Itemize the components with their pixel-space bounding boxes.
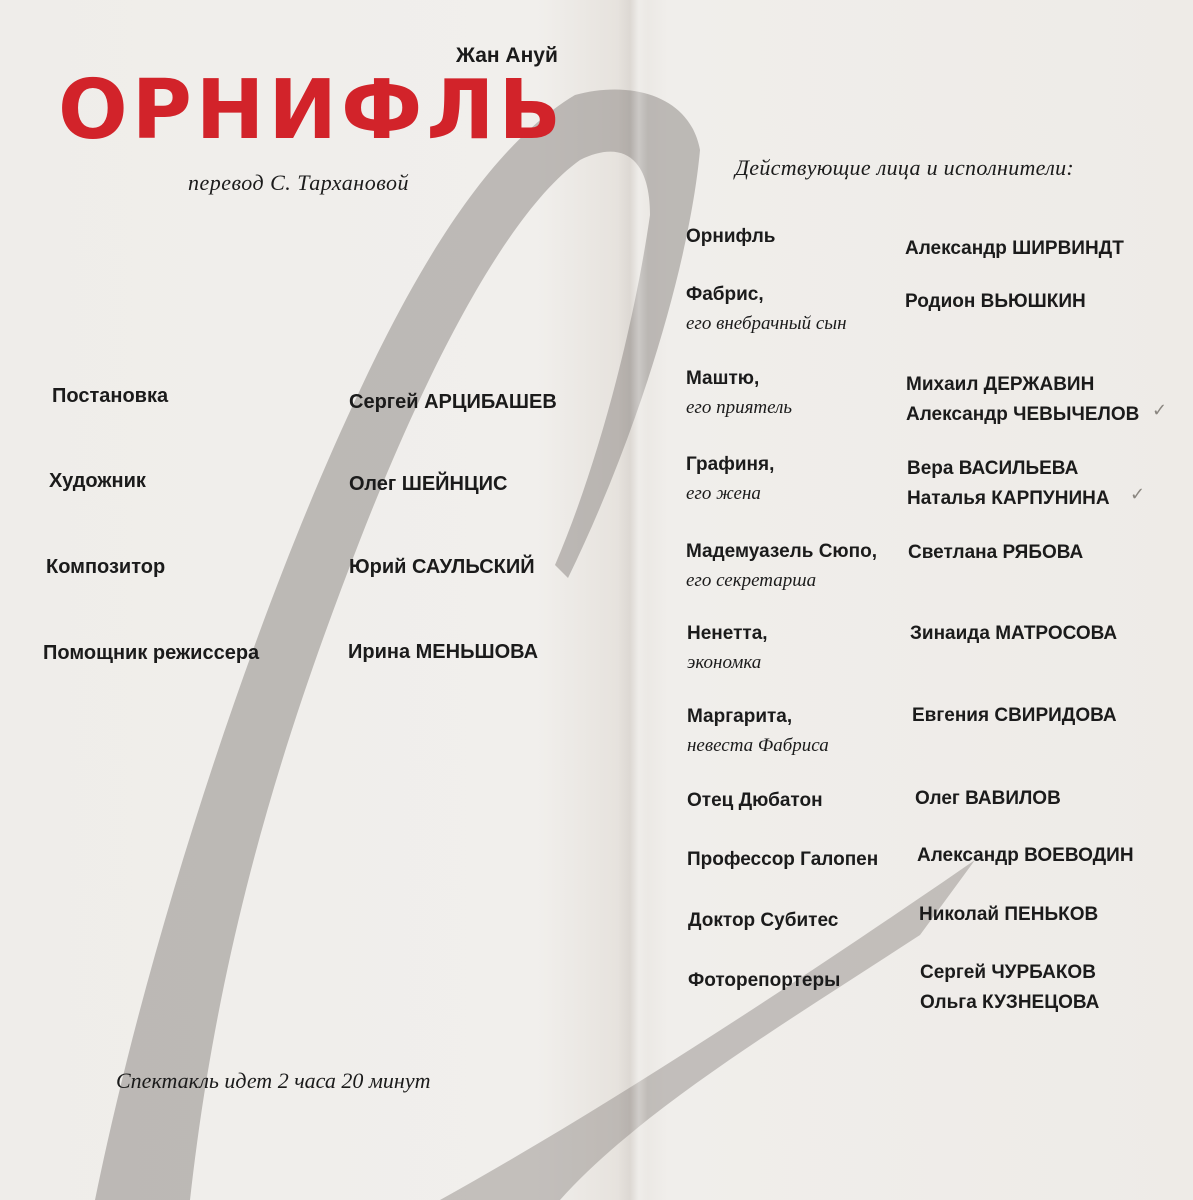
cast-actor [906,370,1139,430]
crew-role: Помощник режиссера [43,642,260,664]
cast-role [687,619,768,677]
cast-role [686,450,774,508]
cast-role [687,702,829,760]
role-name: Графиня, [686,454,775,475]
cast-actor [920,958,1099,1018]
cast-role [686,280,847,338]
actor-name: Наталья КАРПУНИНА [907,488,1110,509]
cast-role [688,906,838,936]
checkmark-icon: ✓ [1130,484,1146,504]
role-name: Отец Дюбатон [687,790,823,811]
role-name: Маштю, [686,368,760,389]
actor-name: Олег ВАВИЛОВ [915,788,1061,809]
role-description: его жена [686,483,761,504]
author: Жан Ануй [456,44,558,67]
crew-role: Художник [49,470,146,492]
crew-name: Юрий САУЛЬСКИЙ [349,556,535,578]
actor-name: Ольга КУЗНЕЦОВА [920,992,1100,1013]
role-description: его внебрачный сын [686,313,847,334]
crew-role: Композитор [46,556,166,578]
crew-name: Олег ШЕЙНЦИС [349,473,508,495]
play-title: ОРНИФЛЬ [58,63,565,158]
cast-role [686,537,877,595]
cast-actor [908,538,1083,568]
actor-name: Сергей ЧУРБАКОВ [920,962,1096,983]
role-name: Доктор Субитес [688,910,839,931]
role-name: Фоторепортеры [688,970,841,991]
cast-role [688,966,840,996]
cast-actor [910,619,1117,649]
checkmark-icon: ✓ [1152,400,1168,420]
actor-name: Светлана РЯБОВА [908,542,1084,563]
crew-name: Ирина МЕНЬШОВА [348,641,539,663]
translator-credit: перевод С. Тархановой [188,170,409,195]
role-name: Мадемуазель Сюпо, [686,541,878,562]
role-description: экономка [687,652,762,673]
cast-actor [915,784,1061,814]
actor-name: Александр ЧЕВЫЧЕЛОВ [906,404,1140,425]
actor-name: Вера ВАСИЛЬЕВА [907,458,1079,479]
actor-name: Родион ВЬЮШКИН [905,291,1086,312]
crew-role: Постановка [52,385,169,407]
role-name: Профессор Галопен [687,849,879,870]
role-description: его приятель [686,397,793,418]
role-name: Маргарита, [687,706,793,727]
role-name: Ненетта, [687,623,768,644]
cast-actor [907,454,1110,514]
actor-name: Александр ШИРВИНДТ [905,238,1124,259]
actor-name: Михаил ДЕРЖАВИН [906,374,1095,395]
duration-note: Спектакль идет 2 часа 20 минут [116,1068,431,1093]
cast-role [686,364,792,422]
page-fold [618,0,648,1200]
cast-role [686,222,775,252]
cast-heading: Действующие лица и исполнители: [735,155,1075,180]
actor-name: Евгения СВИРИДОВА [912,705,1117,726]
cast-role [687,845,878,875]
role-description: его секретарша [686,570,817,591]
cast-actor [905,287,1086,317]
actor-name: Николай ПЕНЬКОВ [919,904,1099,925]
role-description: невеста Фабриса [687,735,829,756]
cast-actor [917,841,1134,871]
cast-actor [912,701,1117,731]
cast-actor [919,900,1098,930]
actor-name: Зинаида МАТРОСОВА [910,623,1118,644]
crew-name: Сергей АРЦИБАШЕВ [349,391,557,413]
cast-role [687,786,823,816]
actor-name: Александр ВОЕВОДИН [917,845,1134,866]
role-name: Фабрис, [686,284,764,305]
role-name: Орнифль [686,226,776,247]
cast-actor [905,234,1124,264]
